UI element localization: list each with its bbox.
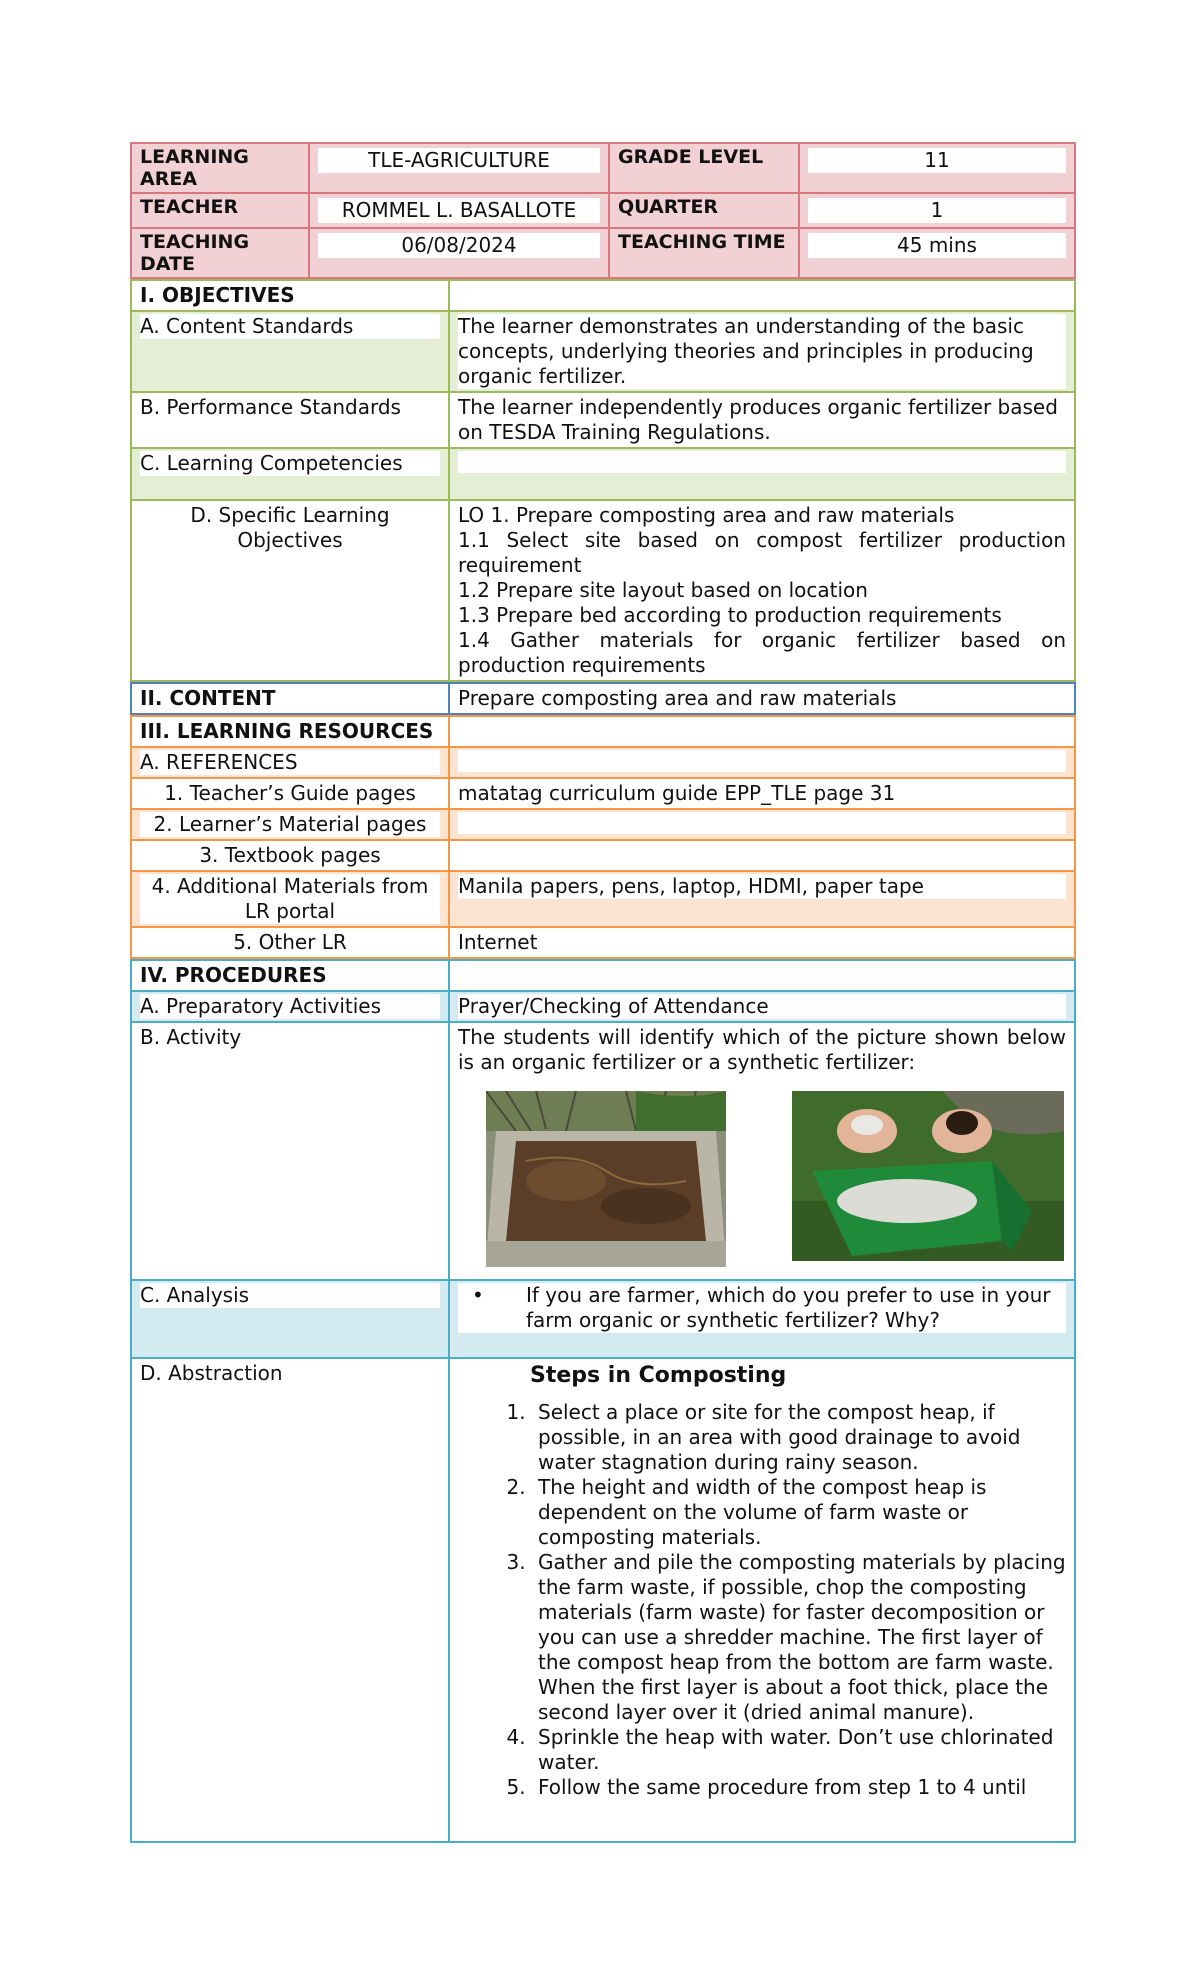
synthetic-fertilizer-photo <box>792 1091 1064 1261</box>
composting-step: 5. Follow the same procedure from step 1 to 4 until <box>532 1775 1066 1800</box>
textbook-label: 3. Textbook pages <box>131 840 449 871</box>
specific-objective-item: 1.2 Prepare site layout based on location <box>458 578 868 602</box>
composting-step: 4. Sprinkle the heap with water. Don’t use chlorinated water. <box>532 1725 1066 1775</box>
teacher-value: ROMMEL L. BASALLOTE <box>318 198 600 223</box>
specific-objective-item: LO 1. Prepare composting area and raw materials <box>458 503 955 527</box>
lesson-plan <box>130 142 1074 1843</box>
abstraction-title: Steps in Composting <box>530 1363 787 1388</box>
preparatory-value: Prayer/Checking of Attendance <box>458 994 1066 1019</box>
activity-label: B. Activity <box>131 1022 449 1280</box>
learning-area-value: TLE-AGRICULTURE <box>318 148 600 173</box>
other-lr-value: Internet <box>449 927 1075 958</box>
resources-table <box>130 715 1076 959</box>
other-lr-label: 5. Other LR <box>131 927 449 958</box>
preparatory-label: A. Preparatory Activities <box>140 994 440 1019</box>
analysis-label: C. Analysis <box>140 1283 440 1308</box>
learners-material-label: 2. Learner’s Material pages <box>140 812 440 837</box>
specific-objective-item: 1.1 Select site based on compost fertilizer production requirement <box>458 528 1066 577</box>
objectives-table <box>130 279 1076 682</box>
content-table <box>130 682 1076 715</box>
activity-pictures <box>458 1091 1066 1267</box>
specific-objectives-label: D. Specific Learning Objectives <box>131 500 449 681</box>
composting-step: 2. The height and width of the compost heap is dependent on the volume of farm waste or composting materials. <box>532 1475 1066 1550</box>
abstraction-label: D. Abstraction <box>131 1358 449 1842</box>
teachers-guide-label: 1. Teacher’s Guide pages <box>131 778 449 809</box>
specific-objective-item: 1.3 Prepare bed according to production requirements <box>458 603 1002 627</box>
content-value: Prepare composting area and raw materials <box>449 683 1075 714</box>
specific-objective-item: 1.4 Gather materials for organic fertilizer based on production requirements <box>458 628 1066 677</box>
quarter-label: QUARTER <box>609 193 799 228</box>
performance-standards-value: The learner independently produces organic fertilizer based on TESDA Training Regulations. <box>449 392 1075 448</box>
references-value <box>458 750 1066 772</box>
objectives-title: I. OBJECTIVES <box>131 280 449 311</box>
quarter-value: 1 <box>808 198 1066 223</box>
grade-level-value: 11 <box>808 148 1066 173</box>
compost-bed-photo <box>486 1091 726 1267</box>
bullet-icon: • <box>472 1283 484 1307</box>
teacher-label: TEACHER <box>131 193 309 228</box>
teaching-time-value: 45 mins <box>808 233 1066 258</box>
learners-material-value <box>458 812 1066 834</box>
learning-competencies-value <box>458 451 1066 473</box>
activity-text: The students will identify which of the picture shown below is an organic fertilizer or a synthetic fertilizer: <box>458 1025 1066 1074</box>
teachers-guide-value: matatag curriculum guide EPP_TLE page 31 <box>449 778 1075 809</box>
teaching-date-label: TEACHING DATE <box>131 228 309 278</box>
performance-standards-label: B. Performance Standards <box>131 392 449 448</box>
header-table <box>130 142 1076 279</box>
teaching-date-value: 06/08/2024 <box>318 233 600 258</box>
analysis-bullet <box>458 1283 1066 1333</box>
composting-step: 1. Select a place or site for the compost heap, if possible, in an area with good drainage to avoid water stagnation during rainy season. <box>532 1400 1066 1475</box>
references-label: A. REFERENCES <box>140 750 440 775</box>
analysis-value: If you are farmer, which do you prefer to use in your farm organic or synthetic fertilizer? Why? <box>526 1283 1051 1332</box>
resources-title: III. LEARNING RESOURCES <box>131 716 449 747</box>
additional-materials-label: 4. Additional Materials from LR portal <box>140 874 440 924</box>
content-standards-value: The learner demonstrates an understanding of the basic concepts, underlying theories and principles in producing organic fertilizer. <box>458 314 1066 389</box>
procedures-table <box>130 959 1076 1843</box>
content-standards-label: A. Content Standards <box>140 314 440 339</box>
grade-level-label: GRADE LEVEL <box>609 143 799 193</box>
learning-competencies-label: C. Learning Competencies <box>140 451 440 476</box>
specific-objectives-list <box>449 500 1075 681</box>
composting-step: 3. Gather and pile the composting materials by placing the farm waste, if possible, chop the composting materials (farm waste) for faster decomposition or you can use a shredder machine. The first layer of the compost heap from the bottom are farm waste. When the first layer is about a foot thick, place the second layer over it (dried animal manure). <box>532 1550 1066 1725</box>
additional-materials-value: Manila papers, pens, laptop, HDMI, paper tape <box>458 874 1066 899</box>
teaching-time-label: TEACHING TIME <box>609 228 799 278</box>
procedures-title: IV. PROCEDURES <box>131 960 449 991</box>
composting-steps <box>458 1400 1066 1800</box>
content-title: II. CONTENT <box>131 683 449 714</box>
learning-area-label: LEARNING AREA <box>131 143 309 193</box>
